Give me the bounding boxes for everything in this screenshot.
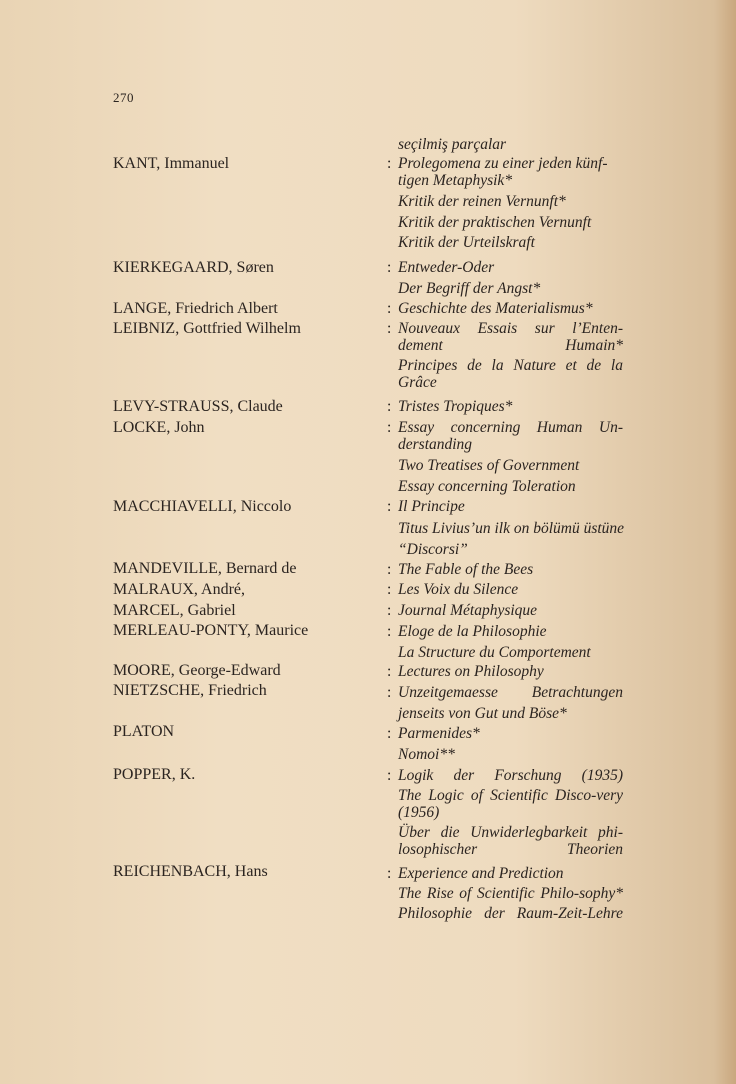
- author-name: MARCEL, Gabriel: [113, 602, 236, 619]
- work-title: : Essay concerning Human Un-derstanding: [387, 419, 623, 453]
- work-title: : Journal Métaphysique: [387, 602, 538, 619]
- work-list: [387, 397, 637, 418]
- work-title: : Experience and Prediction: [387, 865, 564, 882]
- work-list: [387, 724, 637, 765]
- work-title: : Logik der Forschung (1935): [387, 767, 623, 784]
- page-number: 270: [113, 90, 134, 105]
- author-name: LOCKE, John: [113, 419, 205, 436]
- author-name: LANGE, Friedrich Albert: [113, 300, 278, 317]
- work-list: [387, 299, 637, 320]
- work-title: : Nouveaux Essais sur l’Enten-dement Humain*: [387, 320, 623, 354]
- work-title: : Unzeitgemaesse Betrachtungen: [387, 684, 623, 701]
- work-title: Principes de la Nature et de la Grâce: [398, 357, 623, 391]
- author-name: PLATON: [113, 723, 175, 740]
- work-title: Essay concerning Toleration: [398, 477, 576, 495]
- work-title: seçilmiş parçalar: [398, 136, 507, 153]
- author-name: POPPER, K.: [113, 766, 196, 783]
- work-title: : Prolegomena zu einer jeden künf-tigen Metaphysik*: [387, 155, 608, 189]
- author-name: REICHENBACH, Hans: [113, 863, 268, 880]
- author-name: NIETZSCHE, Friedrich: [113, 682, 267, 699]
- work-title: The Rise of Scientific Philo-sophy*: [398, 884, 623, 902]
- work-list: [387, 864, 637, 925]
- author-name: MOORE, George-Edward: [113, 662, 281, 679]
- work-list: [387, 155, 637, 254]
- work-title: : Les Voix du Silence: [387, 581, 519, 598]
- work-list: [387, 683, 637, 724]
- work-title: jenseits von Gut und Böse*: [398, 704, 567, 722]
- work-title: : Il Principe: [387, 498, 465, 515]
- work-title: La Structure du Comportement: [398, 643, 591, 661]
- work-list: [387, 766, 637, 861]
- work-title: Titus Livius’un ilk on bölümü üstüne “Discorsi”: [398, 519, 625, 558]
- work-title: Nomoi**: [398, 745, 455, 763]
- work-list: [387, 580, 637, 601]
- author-name: LEVY-STRAUSS, Claude: [113, 398, 283, 415]
- work-title: : The Fable of the Bees: [387, 561, 534, 578]
- author-name: MANDEVILLE, Bernard de: [113, 560, 297, 577]
- author-name: KANT, Immanuel: [113, 155, 230, 172]
- work-title: The Logic of Scientific Disco-very (1956): [398, 786, 623, 821]
- work-title: : Tristes Tropiques*: [387, 398, 513, 415]
- work-title: : Geschichte des Materialismus*: [387, 300, 593, 317]
- work-list: [387, 662, 637, 683]
- author-name: MERLEAU-PONTY, Maurice: [113, 622, 309, 639]
- work-title: : Eloge de la Philosophie: [387, 623, 547, 640]
- work-list: [387, 601, 637, 622]
- author-name: KIERKEGAARD, Søren: [113, 259, 274, 276]
- author-name: MALRAUX, André,: [113, 581, 245, 598]
- work-title: Two Treatises of Government: [398, 457, 580, 474]
- work-list: [387, 497, 637, 563]
- work-list: [387, 419, 637, 497]
- author-name: MACCHIAVELLI, Niccolo: [113, 498, 292, 515]
- work-title: Kritik der reinen Vernunft*: [398, 193, 566, 210]
- work-title: Kritik der Urteilskraft: [398, 234, 535, 251]
- intro-works: [387, 135, 637, 156]
- work-list: [387, 560, 637, 581]
- work-title: : Lectures on Philosophy: [387, 663, 544, 680]
- work-title: Der Begriff der Angst*: [398, 279, 541, 297]
- work-list: [387, 258, 637, 299]
- work-list: [387, 320, 637, 394]
- work-title: : Entweder-Oder: [387, 259, 495, 276]
- work-title: Kritik der praktischen Vernunft: [398, 213, 592, 231]
- author-name: LEIBNIZ, Gottfried Wilhelm: [113, 320, 301, 337]
- work-title: : Parmenides*: [387, 725, 480, 742]
- work-title: Philosophie der Raum-Zeit-Lehre: [398, 904, 623, 922]
- work-list: [387, 622, 637, 663]
- work-title: Über die Unwiderlegbarkeit phi-losophischer Theorien: [398, 823, 623, 858]
